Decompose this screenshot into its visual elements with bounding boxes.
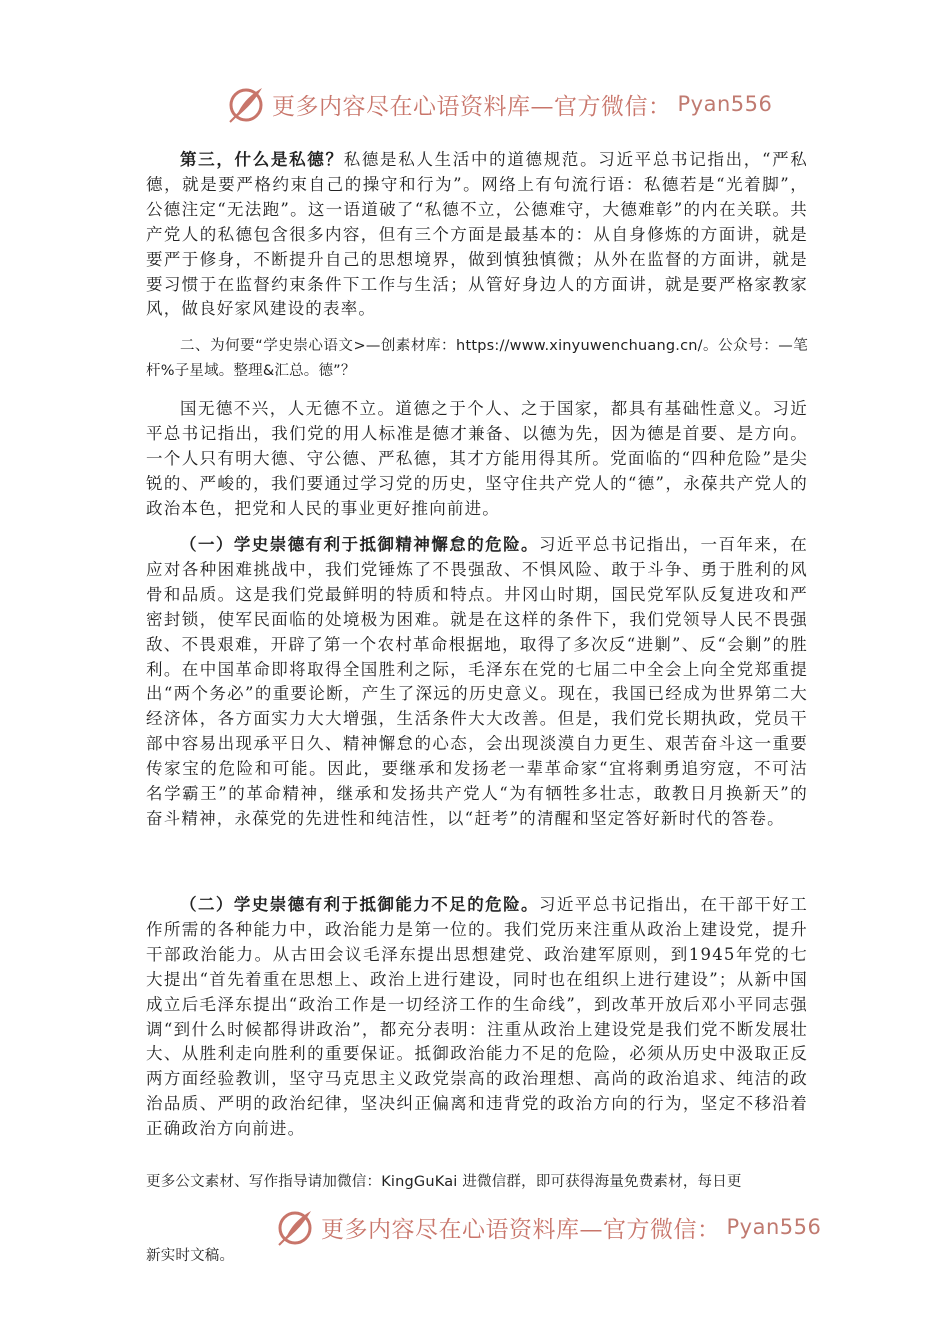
banner-wechat-id: Pyan556 — [677, 92, 773, 116]
feather-logo-icon — [275, 1207, 315, 1247]
footer-note-line2 — [146, 1244, 808, 1269]
banner-text: 更多内容尽在心语资料库—官方微信： — [321, 1216, 721, 1243]
paragraph-lead: 第三，什么是私德？ — [180, 150, 344, 169]
banner-wechat-id: Pyan556 — [726, 1215, 822, 1239]
paragraph-body: 习近平总书记指出，在干部干好工作所需的各种能力中，政治能力是第一位的。我们党历来注重从政治上建设党，提升干部政治能力。从古田会议毛泽东提出思想建党、政治建军原则，到1945年党的七大提出“首先着重在思想上、政治上进行建设，同时也在组织上进行建设”；从新中国成立后毛泽东提出“政治工作是一切经济工作的生命线”，到改革开放后邓小平同志强调“到什么时候都得讲政治”，都充分表明：注重从政治上建设党是我们党不断发展壮大、从胜利走向胜利的重要保证。抵御政治能力不足的危险，必须从历史中汲取正反两方面经验教训，坚守马克思主义政党崇高的政治理想、高尚的政治追求、纯洁的政治品质、严明的政治纪律，坚决纠正偏离和违背党的政治方向的行为，坚定不移沿着正确政治方向前进。 — [146, 895, 808, 1139]
paragraph-body: 习近平总书记指出，一百年来，在应对各种困难挑战中，我们党锤炼了不畏强敌、不惧风险、敢于斗争、勇于胜利的风骨和品质。这是我们党最鲜明的特质和特点。井冈山时期，国民党军队反复进攻和严密封锁，使军民面临的处境极为困难。就是在这样的条件下，我们党领导人民不畏强敌、不畏艰难，开辟了第一个农村革命根据地，取得了多次反“进剿”、反“会剿”的胜利。在中国革命即将取得全国胜利之际，毛泽东在党的七届二中全会上向全党郑重提出“两个务必”的重要论断，产生了深远的历史意义。现在，我国已经成为世界第二大经济体，各方面实力大大增强，生活条件大大改善。但是，我们党长期执政，党员干部中容易出现承平日久、精神懈怠的心态，会出现淡漠自力更生、艰苦奋斗这一重要传家宝的危险和可能。因此，要继承和发扬老一辈革命家“宜将剩勇追穷寇，不可沽名学霸王”的革命精神，继承和发扬共产党人“为有牺牲多壮志，敢教日月换新天”的奋斗精神，永葆党的先进性和纯洁性，以“赶考”的清醒和坚定答好新时代的答卷。 — [146, 535, 808, 828]
paragraph-lead: （一）学史崇德有利于抵御精神懈怠的危险。 — [180, 535, 539, 554]
paragraph-private-morality — [146, 148, 808, 322]
banner-text: 更多内容尽在心语资料库—官方微信： — [272, 93, 672, 120]
watermark-banner-bottom — [275, 1205, 821, 1249]
paragraph-spiritual-slackness — [146, 533, 808, 832]
footer-note-text: 更多公文素材、写作指导请加微信：KingGuKai 进微信群，即可获得海量免费素材，每日更 — [146, 1174, 742, 1190]
paragraph-lead: （二）学史崇德有利于抵御能力不足的危险。 — [180, 895, 539, 914]
paragraph-insufficient-ability — [146, 893, 808, 1142]
section-heading-two — [146, 334, 808, 384]
footer-note-text: 新实时文稿。 — [146, 1248, 235, 1264]
paragraph-body: 私德是私人生活中的道德规范。习近平总书记指出，“严私德，就是要严格约束自己的操守和行为”。网络上有句流行语：私德若是“光着脚”，公德注定“无法跑”。这一语道破了“私德不立，公德难守，大德难彰”的内在关联。共产党人的私德包含很多内容，但有三个方面是最基本的：从自身修炼的方面讲，就是要严于修身，不断提升自己的思想境界，做到慎独慎微；从外在监督的方面讲，就是要习惯于在监督约束条件下工作与生活；从管好身边人的方面讲，就是要严格家教家风，做良好家风建设的表率。 — [146, 150, 808, 319]
paragraph-body: 国无德不兴，人无德不立。道德之于个人、之于国家，都具有基础性意义。习近平总书记指出，我们党的用人标准是德才兼备、以德为先，因为德是首要、是方向。一个人只有明大德、守公德、严私德，其才方能用得其所。党面临的“四种危险”是尖锐的、严峻的，我们要通过学习党的历史，坚守住共产党人的“德”，永葆共产党人的政治本色，把党和人民的事业更好推向前进。 — [146, 399, 808, 518]
section-heading-text: 二、为何要“学史崇心语文>—创素材库：https://www.xinyuwenchuang.cn/。公众号：—笔杆%子星域。整理&汇总。德”？ — [146, 338, 808, 379]
feather-logo-icon — [226, 84, 266, 124]
watermark-banner-top — [226, 82, 772, 126]
footer-note-line1 — [146, 1170, 808, 1195]
paragraph-importance-of-virtue — [146, 397, 808, 522]
